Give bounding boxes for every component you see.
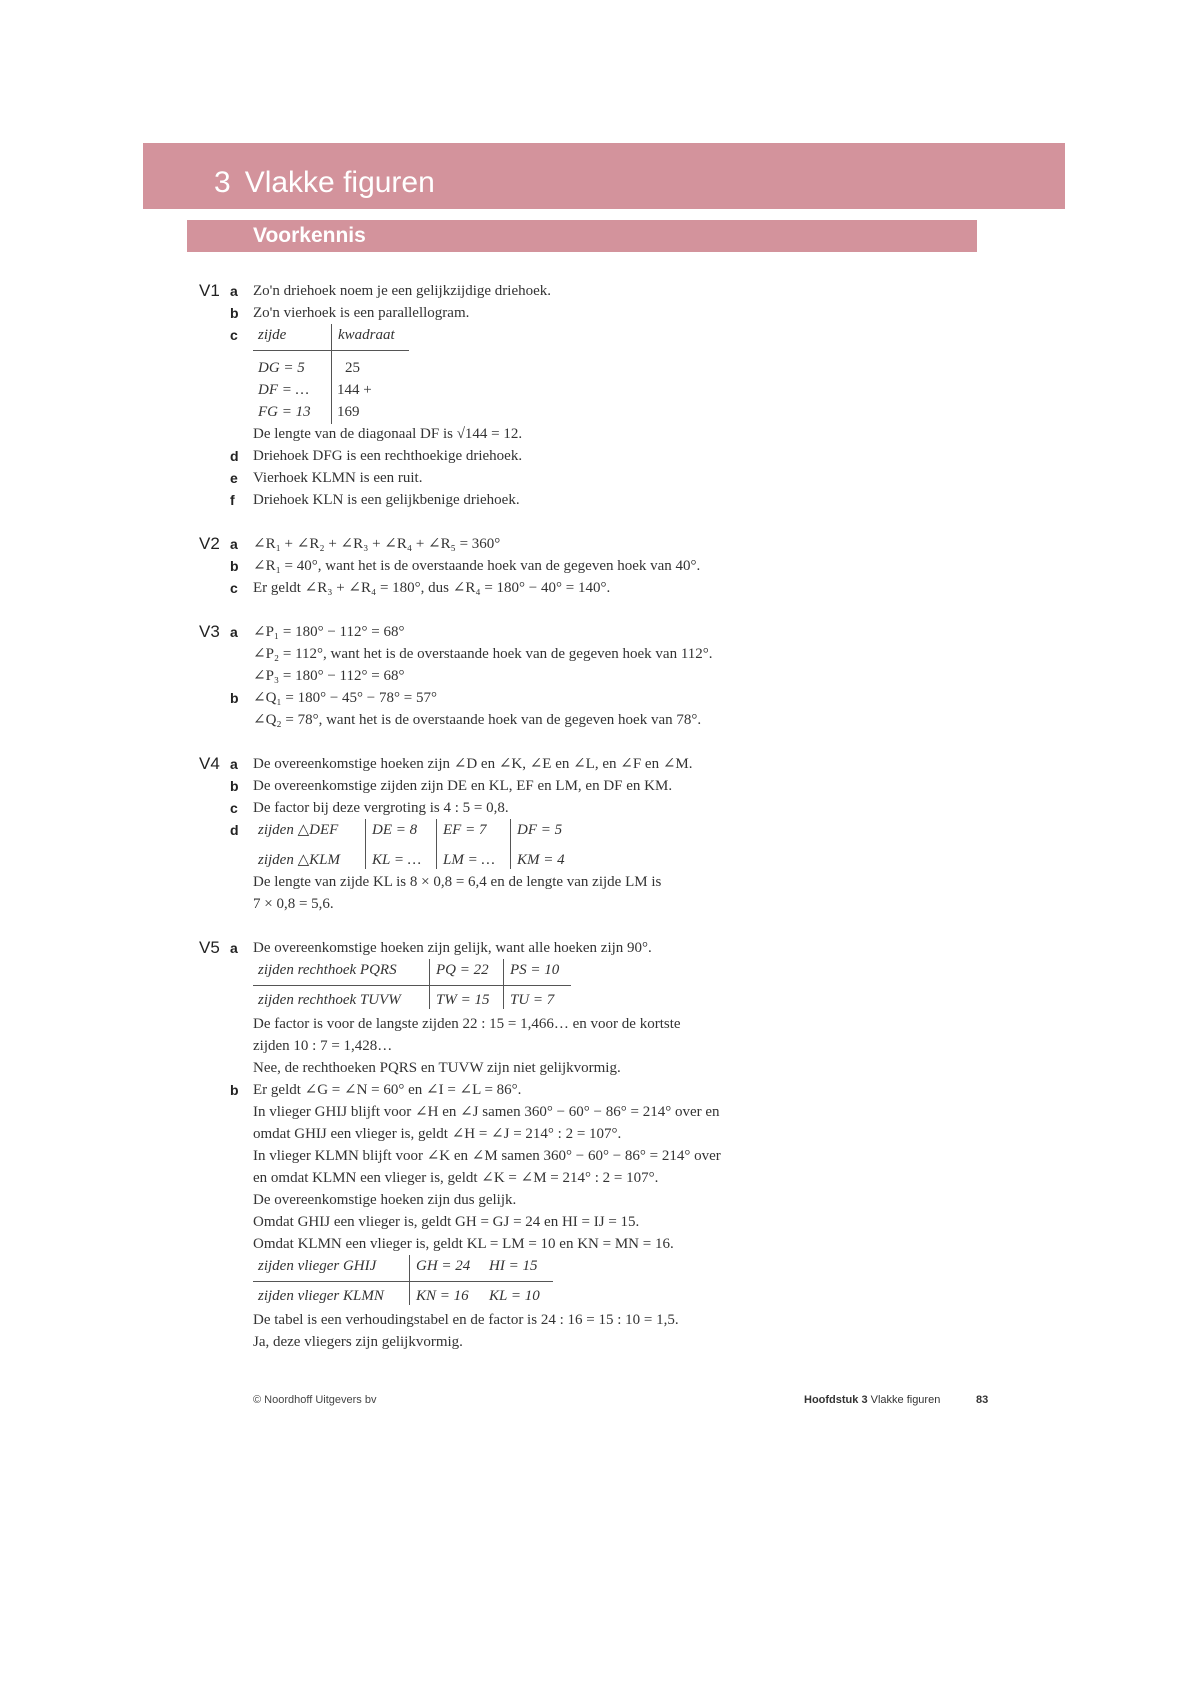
table-divider [510, 819, 511, 869]
sub-label-b: b [230, 558, 239, 574]
table-cell: HI = 15 [489, 1258, 538, 1274]
sub-label-b: b [230, 778, 239, 794]
table-cell: zijden △DEF [258, 822, 339, 838]
sub-label-d: d [230, 822, 239, 838]
table-cell: FG = 13 [258, 404, 311, 420]
answer-line: De factor is voor de langste zijden 22 : 15 = 1,466… en voor de kortste [253, 1016, 681, 1032]
table-divider [331, 324, 332, 424]
table-cell: DF = 5 [517, 822, 563, 838]
answer-line: De lengte van de diagonaal DF is √144 = 12. [253, 426, 523, 442]
answer-line: Nee, de rechthoeken PQRS en TUVW zijn niet gelijkvormig. [253, 1060, 621, 1076]
answer-line: De overeenkomstige hoeken zijn dus gelijk. [253, 1192, 517, 1208]
sub-label-b: b [230, 1082, 239, 1098]
exercise-label-v2: V2 [199, 534, 220, 553]
answer-line: In vlieger GHIJ blijft voor ∠H en ∠J samen 360° − 60° − 86° = 214° over en [253, 1104, 720, 1120]
table-divider [365, 819, 366, 869]
table-cell: TW = 15 [436, 992, 490, 1008]
answer-line: Er geldt ∠G = ∠N = 60° en ∠I = ∠L = 86°. [253, 1082, 522, 1098]
answer-line: Vierhoek KLMN is een ruit. [253, 470, 423, 486]
answer-line: De overeenkomstige hoeken zijn gelijk, want alle hoeken zijn 90°. [253, 940, 652, 956]
table-rule [253, 1281, 553, 1282]
answer-line: ∠P₃ = 180° − 112° = 68° [253, 668, 405, 684]
chapter-number: 3 [214, 166, 231, 199]
footer-copyright: © Noordhoff Uitgevers bv [253, 1394, 377, 1406]
answer-line: Driehoek DFG is een rechthoekige driehoek. [253, 448, 523, 464]
sub-label-e: e [230, 470, 238, 486]
table-cell: zijden rechthoek PQRS [258, 962, 397, 978]
table-cell: KN = 16 [416, 1288, 469, 1304]
sub-label-f: f [230, 492, 235, 508]
table-cell: LM = … [443, 852, 495, 868]
table-cell: DE = 8 [372, 822, 418, 838]
answer-line: In vlieger KLMN blijft voor ∠K en ∠M samen 360° − 60° − 86° = 214° over [253, 1148, 721, 1164]
table-divider [409, 1255, 410, 1305]
answer-line: De tabel is een verhoudingstabel en de factor is 24 : 16 = 15 : 10 = 1,5. [253, 1312, 679, 1328]
table-divider [503, 959, 504, 1009]
answer-line: Omdat KLMN een vlieger is, geldt KL = LM = 10 en KN = MN = 16. [253, 1236, 674, 1252]
exercise-label-v3: V3 [199, 622, 220, 641]
table-cell: DF = … [258, 382, 309, 398]
answer-line: zijden 10 : 7 = 1,428… [253, 1038, 393, 1054]
table-rule [253, 985, 571, 986]
table-cell: GH = 24 [416, 1258, 471, 1274]
footer-chapter-title: Vlakke figuren [867, 1394, 941, 1406]
table-cell: 144 + [337, 382, 372, 398]
sub-label-a: a [230, 624, 238, 640]
answer-line: ∠R₁ + ∠R₂ + ∠R₃ + ∠R₄ + ∠R₅ = 360° [253, 536, 501, 552]
answer-line: ∠P₂ = 112°, want het is de overstaande hoek van de gegeven hoek van 112°. [253, 646, 713, 662]
table-cell: PS = 10 [510, 962, 560, 978]
exercise-label-v5: V5 [199, 938, 220, 957]
table-cell: TU = 7 [510, 992, 555, 1008]
table-cell: EF = 7 [443, 822, 487, 838]
answer-line: De lengte van zijde KL is 8 × 0,8 = 6,4 en de lengte van zijde LM is [253, 874, 662, 890]
page-number: 83 [976, 1394, 989, 1406]
chapter-title-text: Vlakke figuren [244, 166, 435, 199]
table-cell: 25 [345, 360, 360, 376]
sub-label-c: c [230, 327, 238, 343]
sub-label-d: d [230, 448, 239, 464]
sub-label-c: c [230, 800, 238, 816]
table-header: kwadraat [338, 327, 395, 343]
answer-line: De factor bij deze vergroting is 4 : 5 = 0,8. [253, 800, 509, 816]
sub-label-b: b [230, 305, 239, 321]
footer-chapter-bold: Hoofdstuk 3 [804, 1394, 868, 1406]
table-divider [436, 819, 437, 869]
sub-label-b: b [230, 690, 239, 706]
exercise-label-v4: V4 [199, 754, 220, 773]
table-cell: zijden vlieger GHIJ [258, 1258, 377, 1274]
sub-label-a: a [230, 940, 238, 956]
sub-label-a: a [230, 756, 238, 772]
answer-line: Ja, deze vliegers zijn gelijkvormig. [253, 1334, 463, 1350]
answer-line: Omdat GHIJ een vlieger is, geldt GH = GJ = 24 en HI = IJ = 15. [253, 1214, 640, 1230]
answer-line: ∠Q₂ = 78°, want het is de overstaande hoek van de gegeven hoek van 78°. [253, 712, 702, 728]
answer-line: Er geldt ∠R₃ + ∠R₄ = 180°, dus ∠R₄ = 180° − 40° = 140°. [253, 580, 611, 596]
table-cell: 169 [337, 404, 360, 420]
chapter-title [214, 168, 435, 198]
answer-line: ∠Q₁ = 180° − 45° − 78° = 57° [253, 690, 437, 706]
answer-line: 7 × 0,8 = 5,6. [253, 896, 334, 912]
sub-label-c: c [230, 580, 238, 596]
table-cell: KL = … [372, 852, 422, 868]
answer-line: en omdat KLMN een vlieger is, geldt ∠K = ∠M = 214° : 2 = 107°. [253, 1170, 659, 1186]
section-title: Voorkennis [253, 224, 366, 247]
answer-line: De overeenkomstige zijden zijn DE en KL, EF en LM, en DF en KM. [253, 778, 673, 794]
table-cell: zijden rechthoek TUVW [258, 992, 401, 1008]
answer-line: De overeenkomstige hoeken zijn ∠D en ∠K, ∠E en ∠L, en ∠F en ∠M. [253, 756, 693, 772]
table-divider [429, 959, 430, 1009]
table-cell: zijden vlieger KLMN [258, 1288, 384, 1304]
answer-line: omdat GHIJ een vlieger is, geldt ∠H = ∠J = 214° : 2 = 107°. [253, 1126, 622, 1142]
answer-line: ∠P₁ = 180° − 112° = 68° [253, 624, 405, 640]
answer-line: ∠R₁ = 40°, want het is de overstaande hoek van de gegeven hoek van 40°. [253, 558, 701, 574]
table-header: zijde [258, 327, 287, 343]
exercise-label-v1: V1 [199, 281, 220, 300]
sub-label-a: a [230, 536, 238, 552]
table-cell: KL = 10 [489, 1288, 540, 1304]
answer-line: Zo'n driehoek noem je een gelijkzijdige driehoek. [253, 283, 552, 299]
answer-line: Zo'n vierhoek is een parallellogram. [253, 305, 470, 321]
answer-line: Driehoek KLN is een gelijkbenige driehoek. [253, 492, 520, 508]
table-cell: PQ = 22 [436, 962, 489, 978]
table-cell: zijden △KLM [258, 852, 340, 868]
table-cell: DG = 5 [258, 360, 305, 376]
sub-label-a: a [230, 283, 238, 299]
table-cell: KM = 4 [517, 852, 565, 868]
footer-chapter [804, 1394, 940, 1406]
